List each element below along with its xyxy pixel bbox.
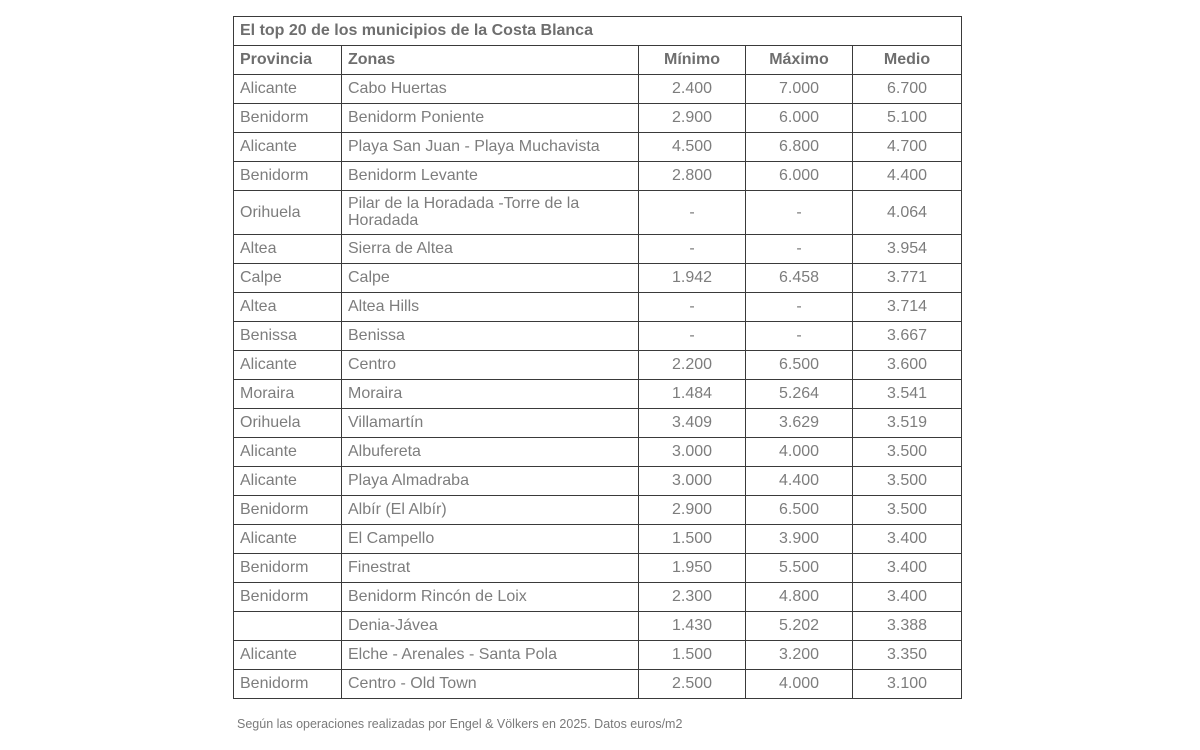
cell-provincia: Altea xyxy=(234,235,342,264)
table-row xyxy=(234,264,962,293)
cell-minimo: 2.900 xyxy=(639,496,746,525)
table-row xyxy=(234,525,962,554)
cell-maximo: 4.400 xyxy=(746,467,853,496)
table-row xyxy=(234,235,962,264)
cell-zona: Villamartín xyxy=(342,409,639,438)
cell-medio: 3.519 xyxy=(853,409,962,438)
cell-minimo: 1.950 xyxy=(639,554,746,583)
footnote: Según las operaciones realizadas por Engel & Völkers en 2025. Datos euros/m2 xyxy=(237,717,683,731)
cell-provincia xyxy=(234,612,342,641)
table-row xyxy=(234,351,962,380)
cell-medio: 3.400 xyxy=(853,525,962,554)
cell-maximo: 6.800 xyxy=(746,133,853,162)
cell-provincia: Orihuela xyxy=(234,409,342,438)
cell-maximo: 6.500 xyxy=(746,496,853,525)
cell-minimo: - xyxy=(639,235,746,264)
cell-provincia: Altea xyxy=(234,293,342,322)
cell-zona: Albufereta xyxy=(342,438,639,467)
cell-maximo: - xyxy=(746,293,853,322)
cell-minimo: 3.000 xyxy=(639,467,746,496)
cell-minimo: 2.800 xyxy=(639,162,746,191)
table-row xyxy=(234,409,962,438)
cell-medio: 3.771 xyxy=(853,264,962,293)
cell-zona: Playa San Juan - Playa Muchavista xyxy=(342,133,639,162)
table-row xyxy=(234,612,962,641)
cell-provincia: Benidorm xyxy=(234,496,342,525)
header-provincia: Provincia xyxy=(234,46,342,75)
table-row xyxy=(234,554,962,583)
cell-medio: 3.600 xyxy=(853,351,962,380)
cell-medio: 5.100 xyxy=(853,104,962,133)
table-row xyxy=(234,322,962,351)
table-row xyxy=(234,467,962,496)
cell-zona: El Campello xyxy=(342,525,639,554)
cell-medio: 3.714 xyxy=(853,293,962,322)
cell-medio: 3.500 xyxy=(853,467,962,496)
cell-zona: Altea Hills xyxy=(342,293,639,322)
price-table xyxy=(233,16,962,699)
cell-medio: 3.100 xyxy=(853,670,962,699)
cell-minimo: 2.500 xyxy=(639,670,746,699)
cell-zona: Albír (El Albír) xyxy=(342,496,639,525)
cell-medio: 3.500 xyxy=(853,496,962,525)
cell-zona: Playa Almadraba xyxy=(342,467,639,496)
cell-medio: 3.400 xyxy=(853,583,962,612)
cell-zona: Benissa xyxy=(342,322,639,351)
cell-zona: Moraira xyxy=(342,380,639,409)
table-row xyxy=(234,670,962,699)
cell-provincia: Benidorm xyxy=(234,583,342,612)
cell-minimo: 2.900 xyxy=(639,104,746,133)
cell-maximo: 5.500 xyxy=(746,554,853,583)
cell-provincia: Moraira xyxy=(234,380,342,409)
cell-zona: Elche - Arenales - Santa Pola xyxy=(342,641,639,670)
cell-minimo: 1.430 xyxy=(639,612,746,641)
table-row xyxy=(234,583,962,612)
cell-maximo: - xyxy=(746,322,853,351)
cell-medio: 3.388 xyxy=(853,612,962,641)
cell-maximo: 5.202 xyxy=(746,612,853,641)
cell-provincia: Benissa xyxy=(234,322,342,351)
cell-maximo: 3.200 xyxy=(746,641,853,670)
cell-maximo: 7.000 xyxy=(746,75,853,104)
cell-provincia: Alicante xyxy=(234,351,342,380)
cell-zona: Denia-Jávea xyxy=(342,612,639,641)
table-row xyxy=(234,75,962,104)
cell-medio: 4.064 xyxy=(853,191,962,235)
table-title: El top 20 de los municipios de la Costa Blanca xyxy=(234,17,962,46)
cell-zona: Centro - Old Town xyxy=(342,670,639,699)
cell-provincia: Alicante xyxy=(234,133,342,162)
cell-minimo: 3.000 xyxy=(639,438,746,467)
cell-maximo: 3.629 xyxy=(746,409,853,438)
cell-maximo: 6.000 xyxy=(746,104,853,133)
cell-provincia: Alicante xyxy=(234,467,342,496)
cell-maximo: 6.500 xyxy=(746,351,853,380)
cell-minimo: 1.942 xyxy=(639,264,746,293)
cell-medio: 4.400 xyxy=(853,162,962,191)
cell-maximo: 5.264 xyxy=(746,380,853,409)
header-medio: Medio xyxy=(853,46,962,75)
cell-medio: 3.500 xyxy=(853,438,962,467)
header-maximo: Máximo xyxy=(746,46,853,75)
cell-zona: Pilar de la Horadada -Torre de la Horadada xyxy=(342,191,639,235)
cell-zona: Finestrat xyxy=(342,554,639,583)
table-row xyxy=(234,162,962,191)
header-zonas: Zonas xyxy=(342,46,639,75)
cell-provincia: Alicante xyxy=(234,438,342,467)
cell-provincia: Benidorm xyxy=(234,162,342,191)
cell-provincia: Orihuela xyxy=(234,191,342,235)
cell-maximo: 3.900 xyxy=(746,525,853,554)
cell-minimo: - xyxy=(639,293,746,322)
cell-medio: 3.400 xyxy=(853,554,962,583)
cell-minimo: - xyxy=(639,191,746,235)
cell-minimo: 4.500 xyxy=(639,133,746,162)
cell-provincia: Benidorm xyxy=(234,554,342,583)
title-row xyxy=(234,17,962,46)
cell-minimo: 1.500 xyxy=(639,641,746,670)
cell-minimo: 2.300 xyxy=(639,583,746,612)
table-row xyxy=(234,438,962,467)
cell-maximo: 4.000 xyxy=(746,438,853,467)
cell-minimo: - xyxy=(639,322,746,351)
table-row xyxy=(234,104,962,133)
cell-medio: 3.350 xyxy=(853,641,962,670)
cell-minimo: 1.500 xyxy=(639,525,746,554)
header-row xyxy=(234,46,962,75)
cell-provincia: Alicante xyxy=(234,525,342,554)
cell-zona: Sierra de Altea xyxy=(342,235,639,264)
cell-zona: Cabo Huertas xyxy=(342,75,639,104)
cell-medio: 3.541 xyxy=(853,380,962,409)
cell-zona: Benidorm Poniente xyxy=(342,104,639,133)
cell-medio: 4.700 xyxy=(853,133,962,162)
cell-minimo: 1.484 xyxy=(639,380,746,409)
cell-zona: Benidorm Levante xyxy=(342,162,639,191)
table-row xyxy=(234,380,962,409)
cell-maximo: - xyxy=(746,191,853,235)
header-minimo: Mínimo xyxy=(639,46,746,75)
cell-minimo: 2.200 xyxy=(639,351,746,380)
cell-maximo: - xyxy=(746,235,853,264)
cell-medio: 6.700 xyxy=(853,75,962,104)
table-row xyxy=(234,133,962,162)
cell-maximo: 6.000 xyxy=(746,162,853,191)
cell-provincia: Alicante xyxy=(234,75,342,104)
cell-zona: Calpe xyxy=(342,264,639,293)
cell-maximo: 4.800 xyxy=(746,583,853,612)
cell-provincia: Calpe xyxy=(234,264,342,293)
cell-medio: 3.954 xyxy=(853,235,962,264)
table-row xyxy=(234,293,962,322)
cell-minimo: 3.409 xyxy=(639,409,746,438)
table-row xyxy=(234,641,962,670)
cell-medio: 3.667 xyxy=(853,322,962,351)
cell-maximo: 6.458 xyxy=(746,264,853,293)
cell-provincia: Benidorm xyxy=(234,670,342,699)
cell-zona: Centro xyxy=(342,351,639,380)
price-table-container xyxy=(233,16,961,699)
cell-provincia: Benidorm xyxy=(234,104,342,133)
table-row xyxy=(234,191,962,235)
cell-provincia: Alicante xyxy=(234,641,342,670)
table-body xyxy=(234,75,962,699)
cell-zona: Benidorm Rincón de Loix xyxy=(342,583,639,612)
cell-minimo: 2.400 xyxy=(639,75,746,104)
table-row xyxy=(234,496,962,525)
cell-maximo: 4.000 xyxy=(746,670,853,699)
